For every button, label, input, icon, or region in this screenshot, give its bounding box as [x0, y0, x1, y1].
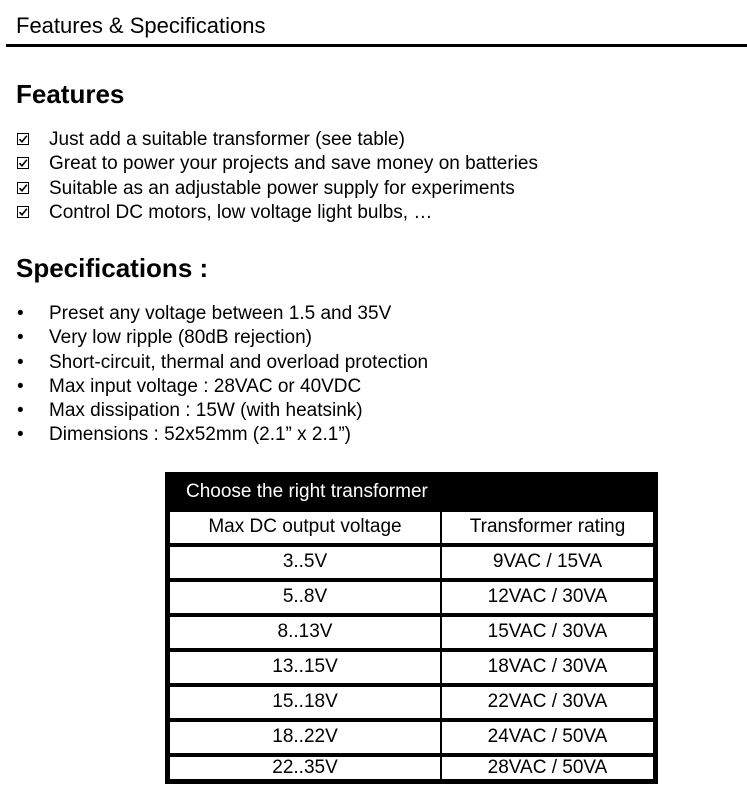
features-list [17, 128, 538, 225]
spec-item-text: Very low ripple (80dB rejection) [49, 327, 312, 349]
checkbox-checked-icon [17, 133, 29, 145]
table-cell: 13..15V [170, 652, 440, 683]
checkbox-checked-icon [17, 182, 29, 194]
spec-item-text: Dimensions : 52x52mm (2.1” x 2.1”) [49, 424, 351, 446]
spec-item-text: Max input voltage : 28VAC or 40VDC [49, 375, 362, 397]
specifications-heading: Specifications : [16, 253, 209, 283]
feature-item-text: Control DC motors, low voltage light bulbs, … [49, 201, 433, 223]
spec-item-text: Max dissipation : 15W (with heatsink) [49, 400, 363, 422]
table-cell: 9VAC / 15VA [442, 547, 653, 578]
table-cell: 28VAC / 50VA [442, 757, 653, 779]
checkbox-checked-icon [17, 157, 29, 169]
table-cell: 15VAC / 30VA [442, 617, 653, 648]
feature-item-text: Great to power your projects and save money on batteries [49, 153, 538, 175]
table-title: Choose the right transformer [186, 481, 428, 502]
feature-item [17, 201, 538, 225]
table-cell: 22VAC / 30VA [442, 687, 653, 718]
bullet-icon: • [17, 424, 24, 446]
table-cell: 24VAC / 50VA [442, 722, 653, 753]
spec-item [17, 326, 428, 350]
feature-item [17, 128, 538, 152]
spec-item [17, 375, 428, 399]
bullet-icon: • [17, 375, 24, 397]
spec-item [17, 423, 428, 447]
spec-item [17, 302, 428, 326]
table-cell: 18..22V [170, 722, 440, 753]
page-title: Features & Specifications [16, 13, 266, 38]
bullet-icon: • [17, 351, 24, 373]
spec-item-text: Preset any voltage between 1.5 and 35V [49, 303, 392, 324]
table-cell: 5..8V [170, 582, 440, 613]
table-cell: 12VAC / 30VA [442, 582, 653, 613]
bullet-icon: • [17, 400, 24, 422]
checkbox-checked-icon [17, 206, 29, 218]
spec-item [17, 351, 428, 375]
table-cell: 22..35V [170, 757, 440, 779]
feature-item [17, 177, 538, 201]
table-cell: 8..13V [170, 617, 440, 648]
table-cell: 15..18V [170, 687, 440, 718]
table-cell: 3..5V [170, 547, 440, 578]
header-divider [6, 44, 747, 47]
feature-item-text: Just add a suitable transformer (see table) [49, 129, 405, 150]
specifications-list [17, 302, 428, 448]
table-cell: 18VAC / 30VA [442, 652, 653, 683]
transformer-table [165, 472, 658, 784]
bullet-icon: • [17, 327, 24, 349]
bullet-icon: • [17, 303, 24, 324]
column-header: Transformer rating [442, 512, 653, 543]
spec-item-text: Short-circuit, thermal and overload protection [49, 351, 429, 373]
feature-item-text: Suitable as an adjustable power supply for experiments [49, 177, 515, 199]
feature-item [17, 152, 538, 176]
spec-item [17, 399, 428, 423]
column-header: Max DC output voltage [170, 512, 440, 543]
features-heading: Features [16, 79, 125, 109]
